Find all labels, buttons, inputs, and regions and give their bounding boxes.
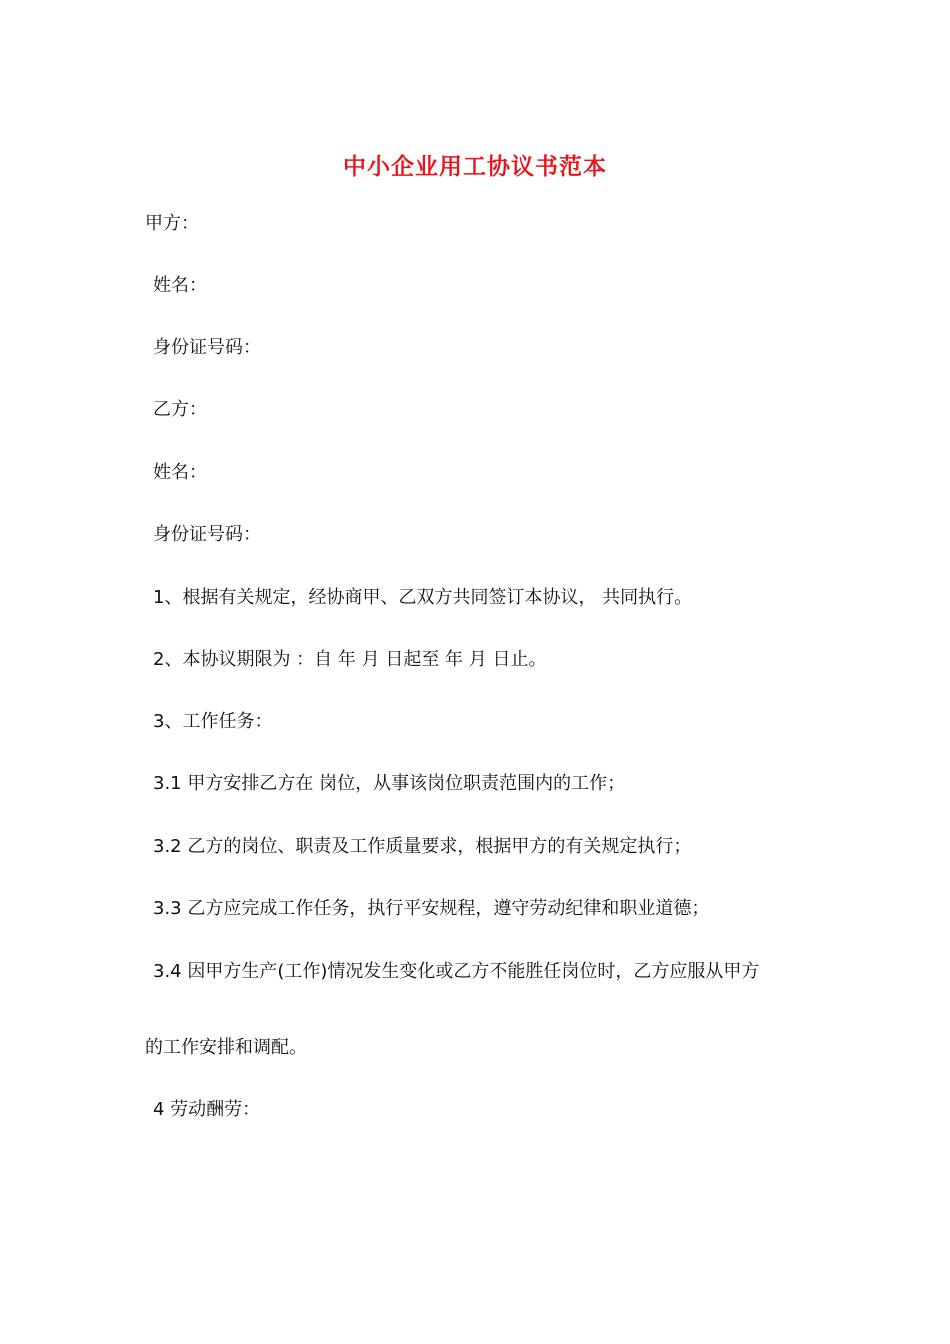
clause-3-heading: 3、工作任务： <box>153 711 273 732</box>
party-a-id-label: 身份证号码： <box>153 337 261 358</box>
clause-2-term: 2、本协议期限为 ：自 年 月 日起至 年 月 日止。 <box>153 649 547 670</box>
party-a-name-label: 姓名： <box>153 275 207 296</box>
party-b-heading: 乙方： <box>153 399 207 420</box>
clause-3-3: 3.3 乙方应完成工作任务，执行平安规程，遵守劳动纪律和职业道德； <box>153 898 710 919</box>
party-b-name-label: 姓名： <box>153 462 207 483</box>
party-b-id-label: 身份证号码： <box>153 524 261 545</box>
document-title: 中小企业用工协议书范本 <box>343 153 607 180</box>
clause-3-4: 3.4 因甲方生产(工作)情况发生变化或乙方不能胜任岗位时，乙方应服从甲方 <box>153 961 760 982</box>
clause-3-2: 3.2 乙方的岗位、职责及工作质量要求，根据甲方的有关规定执行； <box>153 836 692 857</box>
party-a-heading: 甲方： <box>145 213 199 234</box>
clause-4-heading: 4 劳动酬劳： <box>153 1099 261 1120</box>
clause-3-4-continued: 的工作安排和调配。 <box>145 1037 307 1058</box>
clause-1: 1、根据有关规定，经协商甲、乙双方共同签订本协议， 共同执行。 <box>153 587 693 608</box>
clause-3-1: 3.1 甲方安排乙方在 岗位，从事该岗位职责范围内的工作； <box>153 773 626 794</box>
